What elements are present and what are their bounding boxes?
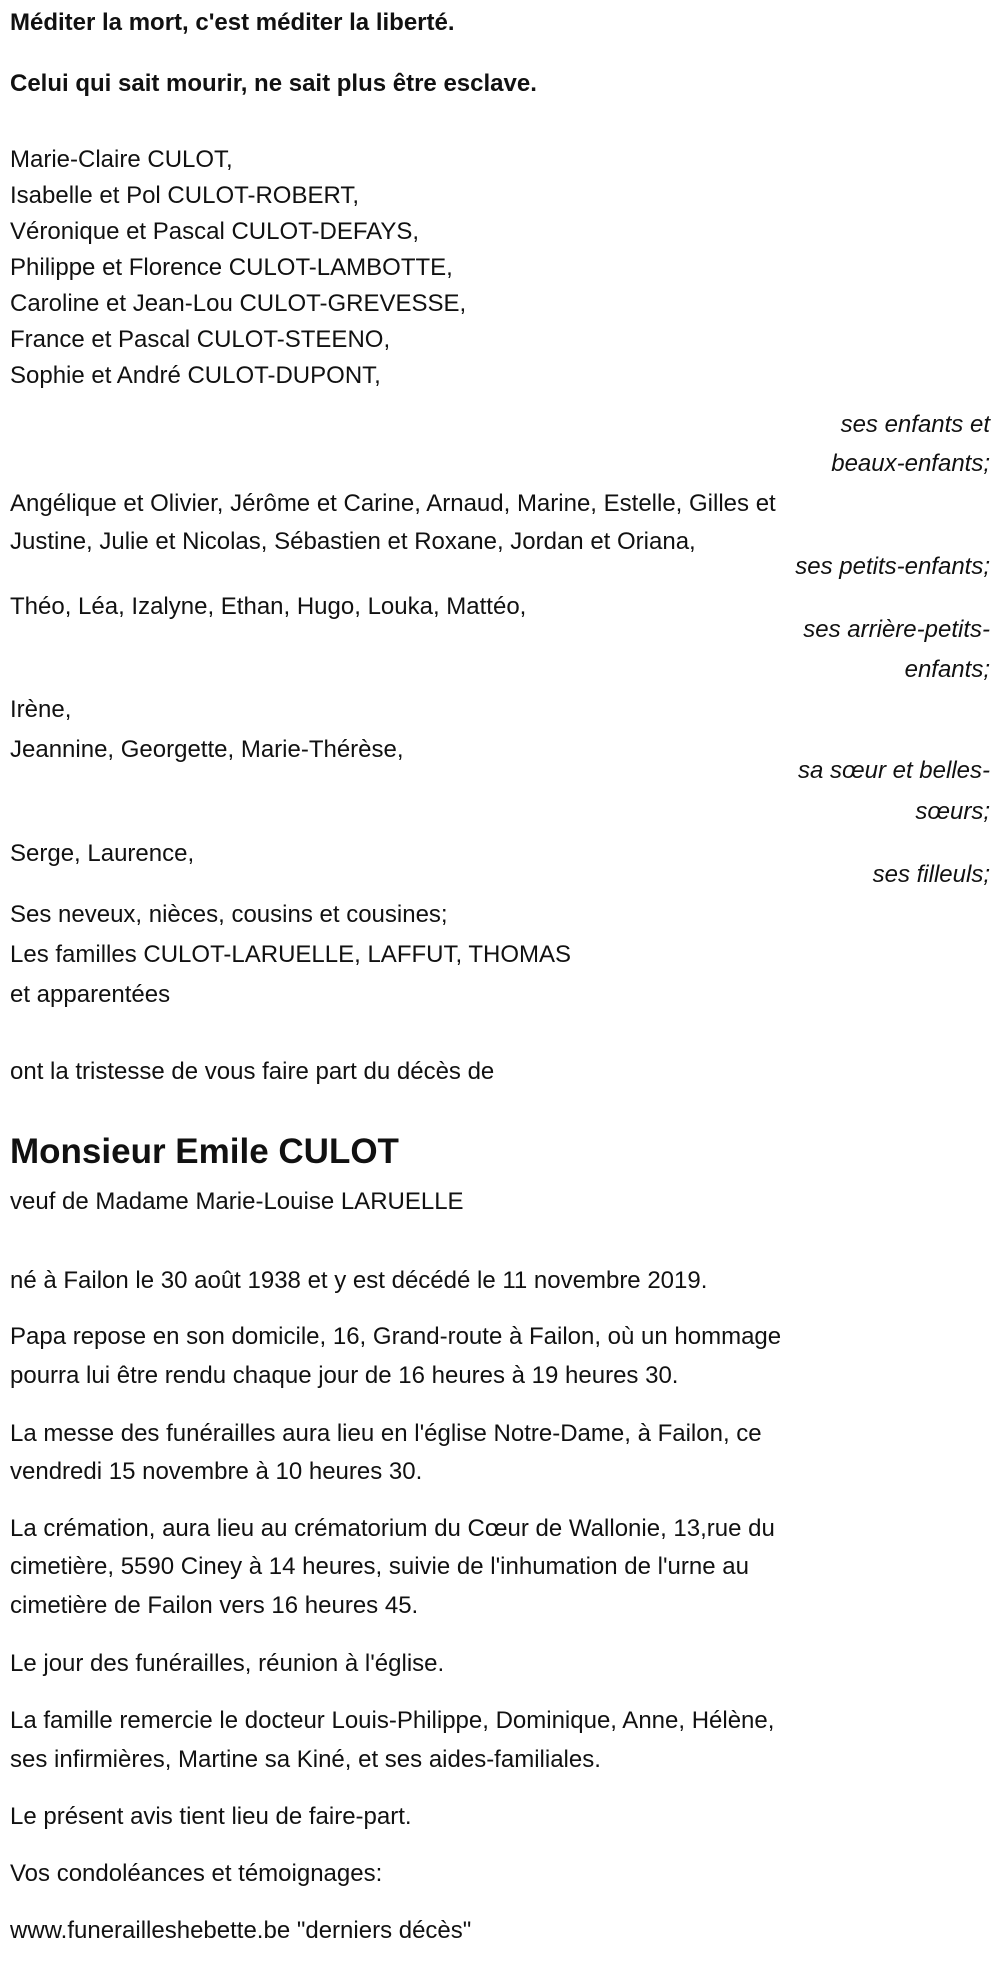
- detail-line: Le présent avis tient lieu de faire-part.: [10, 1803, 412, 1830]
- relation-label: sœurs;: [915, 798, 990, 825]
- relation-label: ses arrière-petits-: [803, 616, 990, 643]
- detail-line: Le jour des funérailles, réunion à l'église.: [10, 1650, 445, 1677]
- others-line: Les familles CULOT-LARUELLE, LAFFUT, THOMAS: [10, 941, 572, 968]
- quote-line: Méditer la mort, c'est méditer la liberté.: [10, 9, 455, 36]
- child-name: France et Pascal CULOT-STEENO,: [10, 326, 391, 353]
- relation-label: ses filleuls;: [872, 861, 990, 888]
- detail-line: vendredi 15 novembre à 10 heures 30.: [10, 1458, 423, 1485]
- detail-line: ses infirmières, Martine sa Kiné, et ses aides-familiales.: [10, 1746, 601, 1773]
- others-line: et apparentées: [10, 981, 171, 1008]
- relation-label: beaux-enfants;: [831, 450, 990, 477]
- quote-line: Celui qui sait mourir, ne sait plus être esclave.: [10, 70, 537, 97]
- sister-line: Jeannine, Georgette, Marie-Thérèse,: [10, 736, 404, 763]
- widower-of: veuf de Madame Marie-Louise LARUELLE: [10, 1188, 464, 1215]
- detail-line: pourra lui être rendu chaque jour de 16 heures à 19 heures 30.: [10, 1362, 679, 1389]
- great-grandchildren-line: Théo, Léa, Izalyne, Ethan, Hugo, Louka, Mattéo,: [10, 593, 527, 620]
- child-name: Caroline et Jean-Lou CULOT-GREVESSE,: [10, 290, 467, 317]
- relation-label: sa sœur et belles-: [797, 757, 990, 784]
- announcement: ont la tristesse de vous faire part du décès de: [10, 1058, 495, 1085]
- child-name: Philippe et Florence CULOT-LAMBOTTE,: [10, 254, 453, 281]
- detail-line: La famille remercie le docteur Louis-Philippe, Dominique, Anne, Hélène,: [10, 1707, 775, 1734]
- child-name: Marie-Claire CULOT,: [10, 146, 233, 173]
- relation-label: ses enfants et: [840, 411, 990, 438]
- deceased-name: Monsieur Emile CULOT: [10, 1132, 399, 1171]
- child-name: Isabelle et Pol CULOT-ROBERT,: [10, 182, 360, 209]
- detail-line: cimetière de Failon vers 16 heures 45.: [10, 1592, 419, 1619]
- detail-line: Vos condoléances et témoignages:: [10, 1860, 383, 1887]
- sister-line: Irène,: [10, 696, 72, 723]
- others-line: Ses neveux, nièces, cousins et cousines;: [10, 901, 448, 928]
- detail-line: La crémation, aura lieu au crématorium du Cœur de Wallonie, 13,rue du: [10, 1515, 775, 1542]
- grandchildren-line: Justine, Julie et Nicolas, Sébastien et Roxane, Jordan et Oriana,: [10, 528, 696, 555]
- detail-line: Papa repose en son domicile, 16, Grand-route à Failon, où un hommage: [10, 1323, 782, 1350]
- detail-line: cimetière, 5590 Ciney à 14 heures, suivie de l'inhumation de l'urne au: [10, 1553, 749, 1580]
- detail-line: La messe des funérailles aura lieu en l'église Notre-Dame, à Failon, ce: [10, 1420, 762, 1447]
- detail-line: né à Failon le 30 août 1938 et y est décédé le 11 novembre 2019.: [10, 1267, 708, 1294]
- website-link[interactable]: www.funerailleshebette.be "derniers décès": [10, 1917, 472, 1944]
- grandchildren-line: Angélique et Olivier, Jérôme et Carine, Arnaud, Marine, Estelle, Gilles et: [10, 490, 776, 517]
- relation-label: enfants;: [904, 656, 990, 683]
- godchildren-line: Serge, Laurence,: [10, 840, 195, 867]
- relation-label: ses petits-enfants;: [795, 553, 990, 580]
- child-name: Sophie et André CULOT-DUPONT,: [10, 362, 381, 389]
- child-name: Véronique et Pascal CULOT-DEFAYS,: [10, 218, 420, 245]
